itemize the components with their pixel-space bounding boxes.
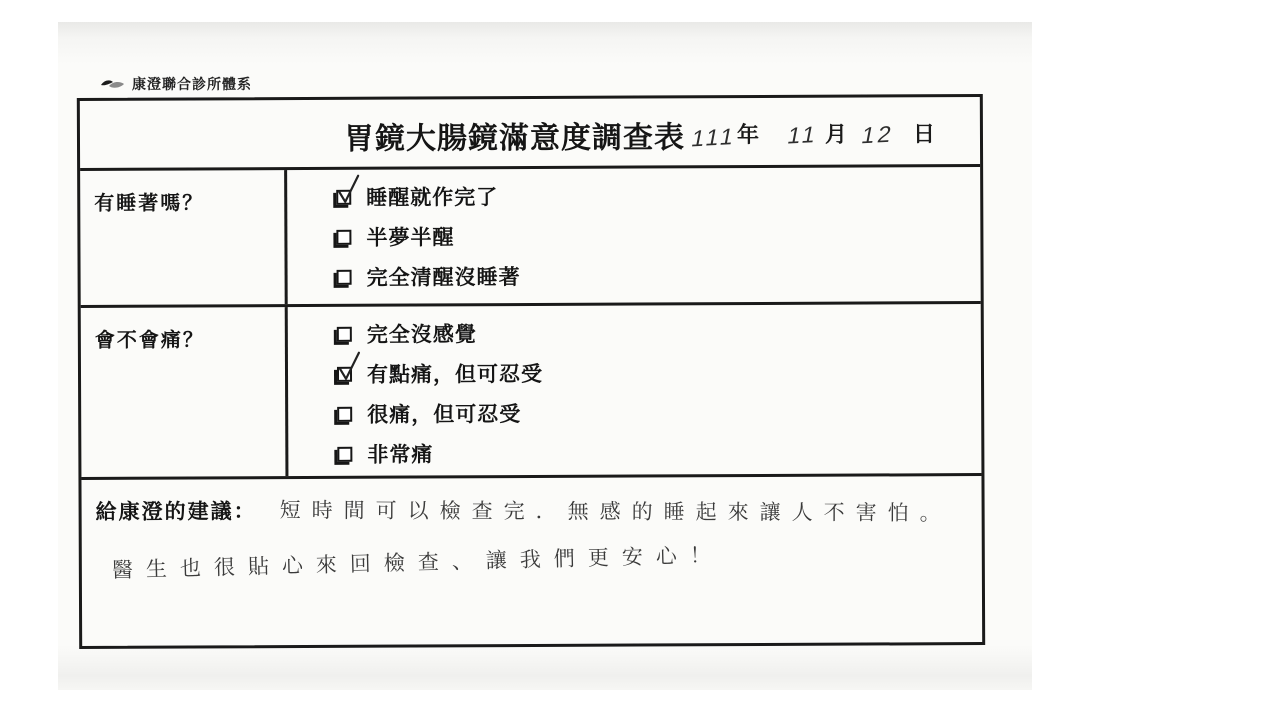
handwritten-checkmark-icon [335, 349, 363, 381]
clinic-logo [100, 74, 252, 94]
checkbox-icon [337, 366, 352, 381]
question-pain-label: 會不會痛？ [94, 329, 205, 352]
option-label: 完全清醒沒睡著 [366, 266, 521, 290]
checkbox-icon [337, 406, 352, 421]
suggestion-row [81, 476, 982, 646]
option-label: 半夢半醒 [366, 226, 455, 250]
date-day-value: 12 [859, 120, 897, 149]
form-title: 胃鏡大腸鏡滿意度調查表 [343, 121, 686, 156]
question-row-sleep [80, 167, 981, 308]
handwritten-comment-line-1: 短時間可以檢查完．無感的睡起來讓人不害怕。 [279, 499, 952, 526]
option-no-feeling [337, 313, 543, 354]
checkbox-icon [337, 446, 352, 461]
option-label: 很痛，但可忍受 [367, 403, 522, 427]
option-very-painful-bearable [337, 393, 543, 434]
checkbox-icon [336, 229, 351, 244]
option-label: 睡醒就作完了 [366, 186, 499, 210]
swoosh-leaf-icon [100, 77, 126, 91]
date-month-value: 11 [785, 120, 821, 149]
question-sleep-label: 有睡著嗎？ [94, 192, 205, 215]
question-sleep-label-cell [80, 170, 288, 305]
handwritten-comment-line-2: 醫生也很貼心來回檢查、讓我們更安心！ [111, 543, 725, 583]
option-half-asleep [336, 216, 520, 257]
form-title-row [80, 97, 980, 171]
option-label: 非常痛 [367, 443, 434, 467]
question-pain-options [288, 306, 544, 476]
suggestion-label: 給康澄的建議： [95, 500, 257, 524]
option-slight-pain-bearable [337, 353, 543, 394]
handwritten-checkmark-icon [334, 172, 362, 204]
date-day-label: 日 [912, 121, 936, 147]
question-pain-label-cell [81, 307, 289, 477]
date-year-label: 年 [736, 122, 760, 148]
option-fully-awake [336, 256, 520, 297]
date-month-label: 月 [824, 121, 848, 147]
option-extremely-painful [337, 433, 543, 474]
checkbox-icon [336, 189, 351, 204]
option-label: 完全沒感覺 [366, 323, 477, 347]
question-row-pain [81, 304, 982, 480]
scanned-paper-sheet [58, 22, 1032, 690]
option-label: 有點痛，但可忍受 [366, 362, 544, 387]
date-year-value: 111 [689, 122, 739, 152]
checkbox-icon [337, 326, 352, 341]
option-woke-up-done [336, 176, 520, 217]
checkbox-icon [337, 269, 352, 284]
clinic-logo-text: 康澄聯合診所體系 [132, 76, 252, 92]
question-sleep-options [287, 169, 521, 304]
survey-form-table [77, 94, 985, 649]
